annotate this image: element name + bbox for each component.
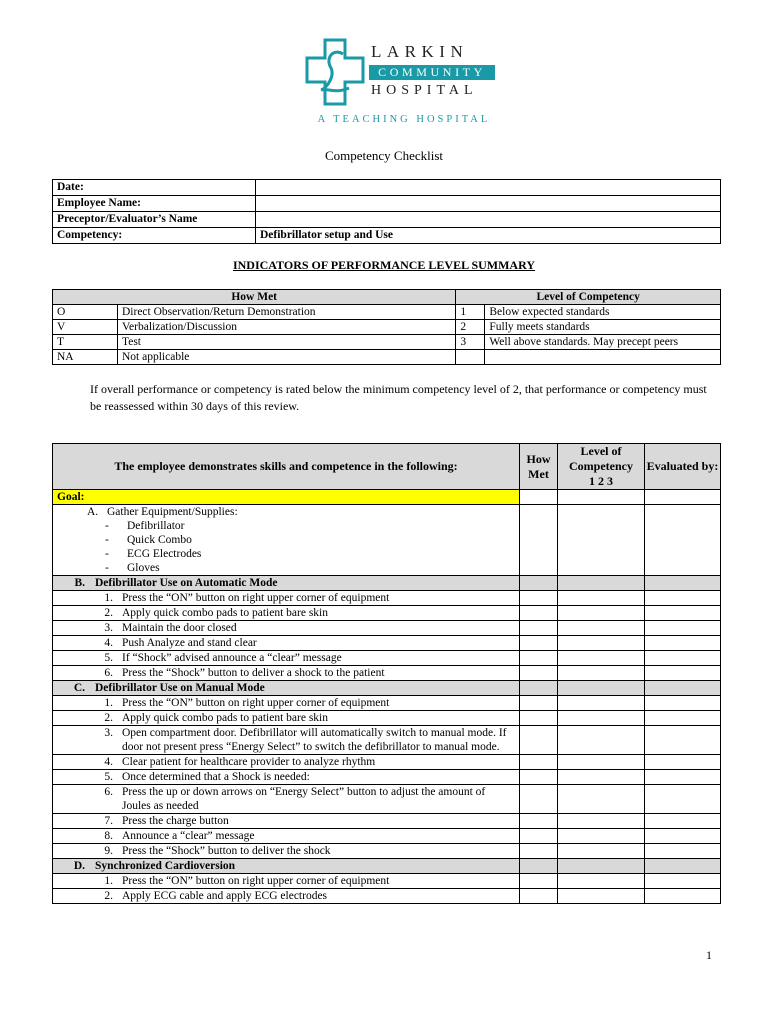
level-desc: Fully meets standards [485, 320, 721, 335]
table-row: 1. Press the “ON” button on right upper corner of equipment [53, 874, 721, 889]
competency-label: Competency: [53, 228, 256, 244]
employee-info-table [52, 179, 721, 244]
logo-line-larkin: LARKIN [371, 42, 469, 61]
goal-label: Goal: [53, 490, 520, 505]
section-header-row [53, 681, 721, 696]
how-met-code: O [53, 305, 118, 320]
table-row: 8. Announce a “clear” message [53, 829, 721, 844]
checklist-item-text: Press the up or down arrows on “Energy Select” button to adjust the amount of Joules as needed [122, 786, 486, 812]
table-row: 2. Apply quick combo pads to patient bare skin [53, 711, 721, 726]
how-met-code: V [53, 320, 118, 335]
how-met-desc: Test [118, 335, 456, 350]
competency-value: Defibrillator setup and Use [256, 228, 721, 244]
table-row [53, 196, 721, 212]
checklist-item-text: Announce a “clear” message [122, 830, 255, 842]
section-a-cell [53, 505, 520, 576]
table-row: 2. Apply quick combo pads to patient bare skin [53, 606, 721, 621]
checklist-item-text: Press the “ON” button on right upper corner of equipment [122, 697, 390, 709]
level-desc: Below expected standards [485, 305, 721, 320]
checklist-header-evaluated: Evaluated by: [645, 444, 721, 490]
how-met-desc: Verbalization/Discussion [118, 320, 456, 335]
table-header-row [53, 290, 721, 305]
section-title: Gather Equipment/Supplies: [107, 506, 238, 518]
how-met-desc: Not applicable [118, 350, 456, 365]
hospital-cross-logo-icon [305, 38, 367, 108]
checklist-item-text: Press the “Shock” button to deliver the shock [122, 845, 331, 857]
level-header: Level of Competency [456, 290, 721, 305]
table-row [53, 505, 721, 576]
table-row [53, 490, 721, 505]
employee-name-value [256, 196, 721, 212]
section-title: Defibrillator Use on Automatic Mode [95, 577, 278, 589]
checklist-item-text: If “Shock” advised announce a “clear” message [122, 652, 342, 664]
list-item: - Defibrillator [105, 520, 185, 532]
checklist-item-text: Apply quick combo pads to patient bare skin [122, 607, 329, 619]
competency-checklist-table [52, 443, 721, 904]
preceptor-label: Preceptor/Evaluator’s Name [53, 212, 256, 228]
level-num: 2 [456, 320, 485, 335]
checklist-item-text: Open compartment door. Defibrillator will automatically switch to manual mode. If door not present press “Energy Select” to switch the defibrillator to manual mode. [122, 727, 507, 753]
employee-name-label: Employee Name: [53, 196, 256, 212]
table-row [53, 228, 721, 244]
logo-tagline: A TEACHING HOSPITAL [317, 114, 491, 125]
level-header-text: Level of Competency [569, 444, 633, 473]
level-desc [485, 350, 721, 365]
date-label: Date: [53, 180, 256, 196]
table-row: 4. Push Analyze and stand clear [53, 636, 721, 651]
table-row [53, 350, 721, 365]
table-row: 2. Apply ECG cable and apply ECG electrodes [53, 889, 721, 904]
page-title: Competency Checklist [324, 148, 444, 163]
checklist-item-text: Apply quick combo pads to patient bare skin [122, 712, 329, 724]
how-met-desc: Direct Observation/Return Demonstration [118, 305, 456, 320]
checklist-header-level [558, 444, 645, 490]
reassessment-note: If overall performance or competency is rated below the minimum competency level of 2, that performance or competency must be reassessed within 30 days of this review. [90, 382, 707, 413]
table-row: 1. Press the “ON” button on right upper corner of equipment [53, 696, 721, 711]
checklist-item-text: Press the “ON” button on right upper corner of equipment [122, 875, 390, 887]
table-row: 5. Once determined that a Shock is needed: [53, 770, 721, 785]
list-item: - ECG Electrodes [105, 548, 202, 560]
level-num: 3 [456, 335, 485, 350]
table-row: 7. Press the charge button [53, 814, 721, 829]
section-letter: B. [74, 577, 85, 589]
table-header-row [53, 444, 721, 490]
checklist-item-text: Push Analyze and stand clear [122, 637, 257, 649]
list-item: - Quick Combo [105, 534, 192, 546]
checklist-item-text: Press the charge button [122, 815, 229, 827]
checklist-item-text: Maintain the door closed [122, 622, 237, 634]
performance-summary-table [52, 289, 721, 365]
table-row: 3. Open compartment door. Defibrillator will automatically switch to manual mode. If door not present press “Energy Select” to switch the defibrillator to manual mode. [53, 726, 721, 755]
table-row [53, 305, 721, 320]
level-desc: Well above standards. May precept peers [485, 335, 721, 350]
logo-line-community: COMMUNITY [369, 65, 495, 80]
level-num [456, 350, 485, 365]
section-header-row [53, 576, 721, 591]
hospital-logo [305, 38, 505, 128]
section-header-row [53, 859, 721, 874]
checklist-item-text: Apply ECG cable and apply ECG electrodes [122, 890, 328, 902]
table-row [53, 335, 721, 350]
level-num: 1 [456, 305, 485, 320]
section-title: Synchronized Cardioversion [95, 860, 236, 872]
preceptor-value [256, 212, 721, 228]
checklist-header-how-met: How Met [520, 444, 558, 490]
how-met-code: T [53, 335, 118, 350]
how-met-code: NA [53, 350, 118, 365]
table-row: 4. Clear patient for healthcare provider to analyze rhythm [53, 755, 721, 770]
how-met-header: How Met [53, 290, 456, 305]
section-title: Defibrillator Use on Manual Mode [95, 682, 265, 694]
level-header-nums: 1 2 3 [589, 474, 613, 488]
section-letter: D. [73, 860, 85, 872]
section-letter: A. [87, 506, 99, 518]
checklist-header-main: The employee demonstrates skills and competence in the following: [53, 444, 520, 490]
checklist-item-text: Clear patient for healthcare provider to analyze rhythm [122, 756, 376, 768]
summary-heading: INDICATORS OF PERFORMANCE LEVEL SUMMARY [232, 258, 536, 272]
checklist-item-text: Press the “ON” button on right upper corner of equipment [122, 592, 390, 604]
table-row: 1. Press the “ON” button on right upper corner of equipment [53, 591, 721, 606]
checklist-item-text: Once determined that a Shock is needed: [122, 771, 310, 783]
date-value [256, 180, 721, 196]
page-number: 1 [706, 948, 712, 962]
section-letter: C. [73, 682, 85, 694]
table-row [53, 320, 721, 335]
checklist-item-text: Press the “Shock” button to deliver a shock to the patient [122, 667, 385, 679]
list-item: - Gloves [105, 562, 160, 574]
table-row: 3. Maintain the door closed [53, 621, 721, 636]
table-row: 5. If “Shock” advised announce a “clear” message [53, 651, 721, 666]
table-row [53, 180, 721, 196]
table-row [53, 212, 721, 228]
logo-line-hospital: HOSPITAL [371, 83, 478, 98]
table-row: 9. Press the “Shock” button to deliver the shock [53, 844, 721, 859]
table-row: 6. Press the “Shock” button to deliver a shock to the patient [53, 666, 721, 681]
table-row: 6. Press the up or down arrows on “Energy Select” button to adjust the amount of Joules as needed [53, 785, 721, 814]
